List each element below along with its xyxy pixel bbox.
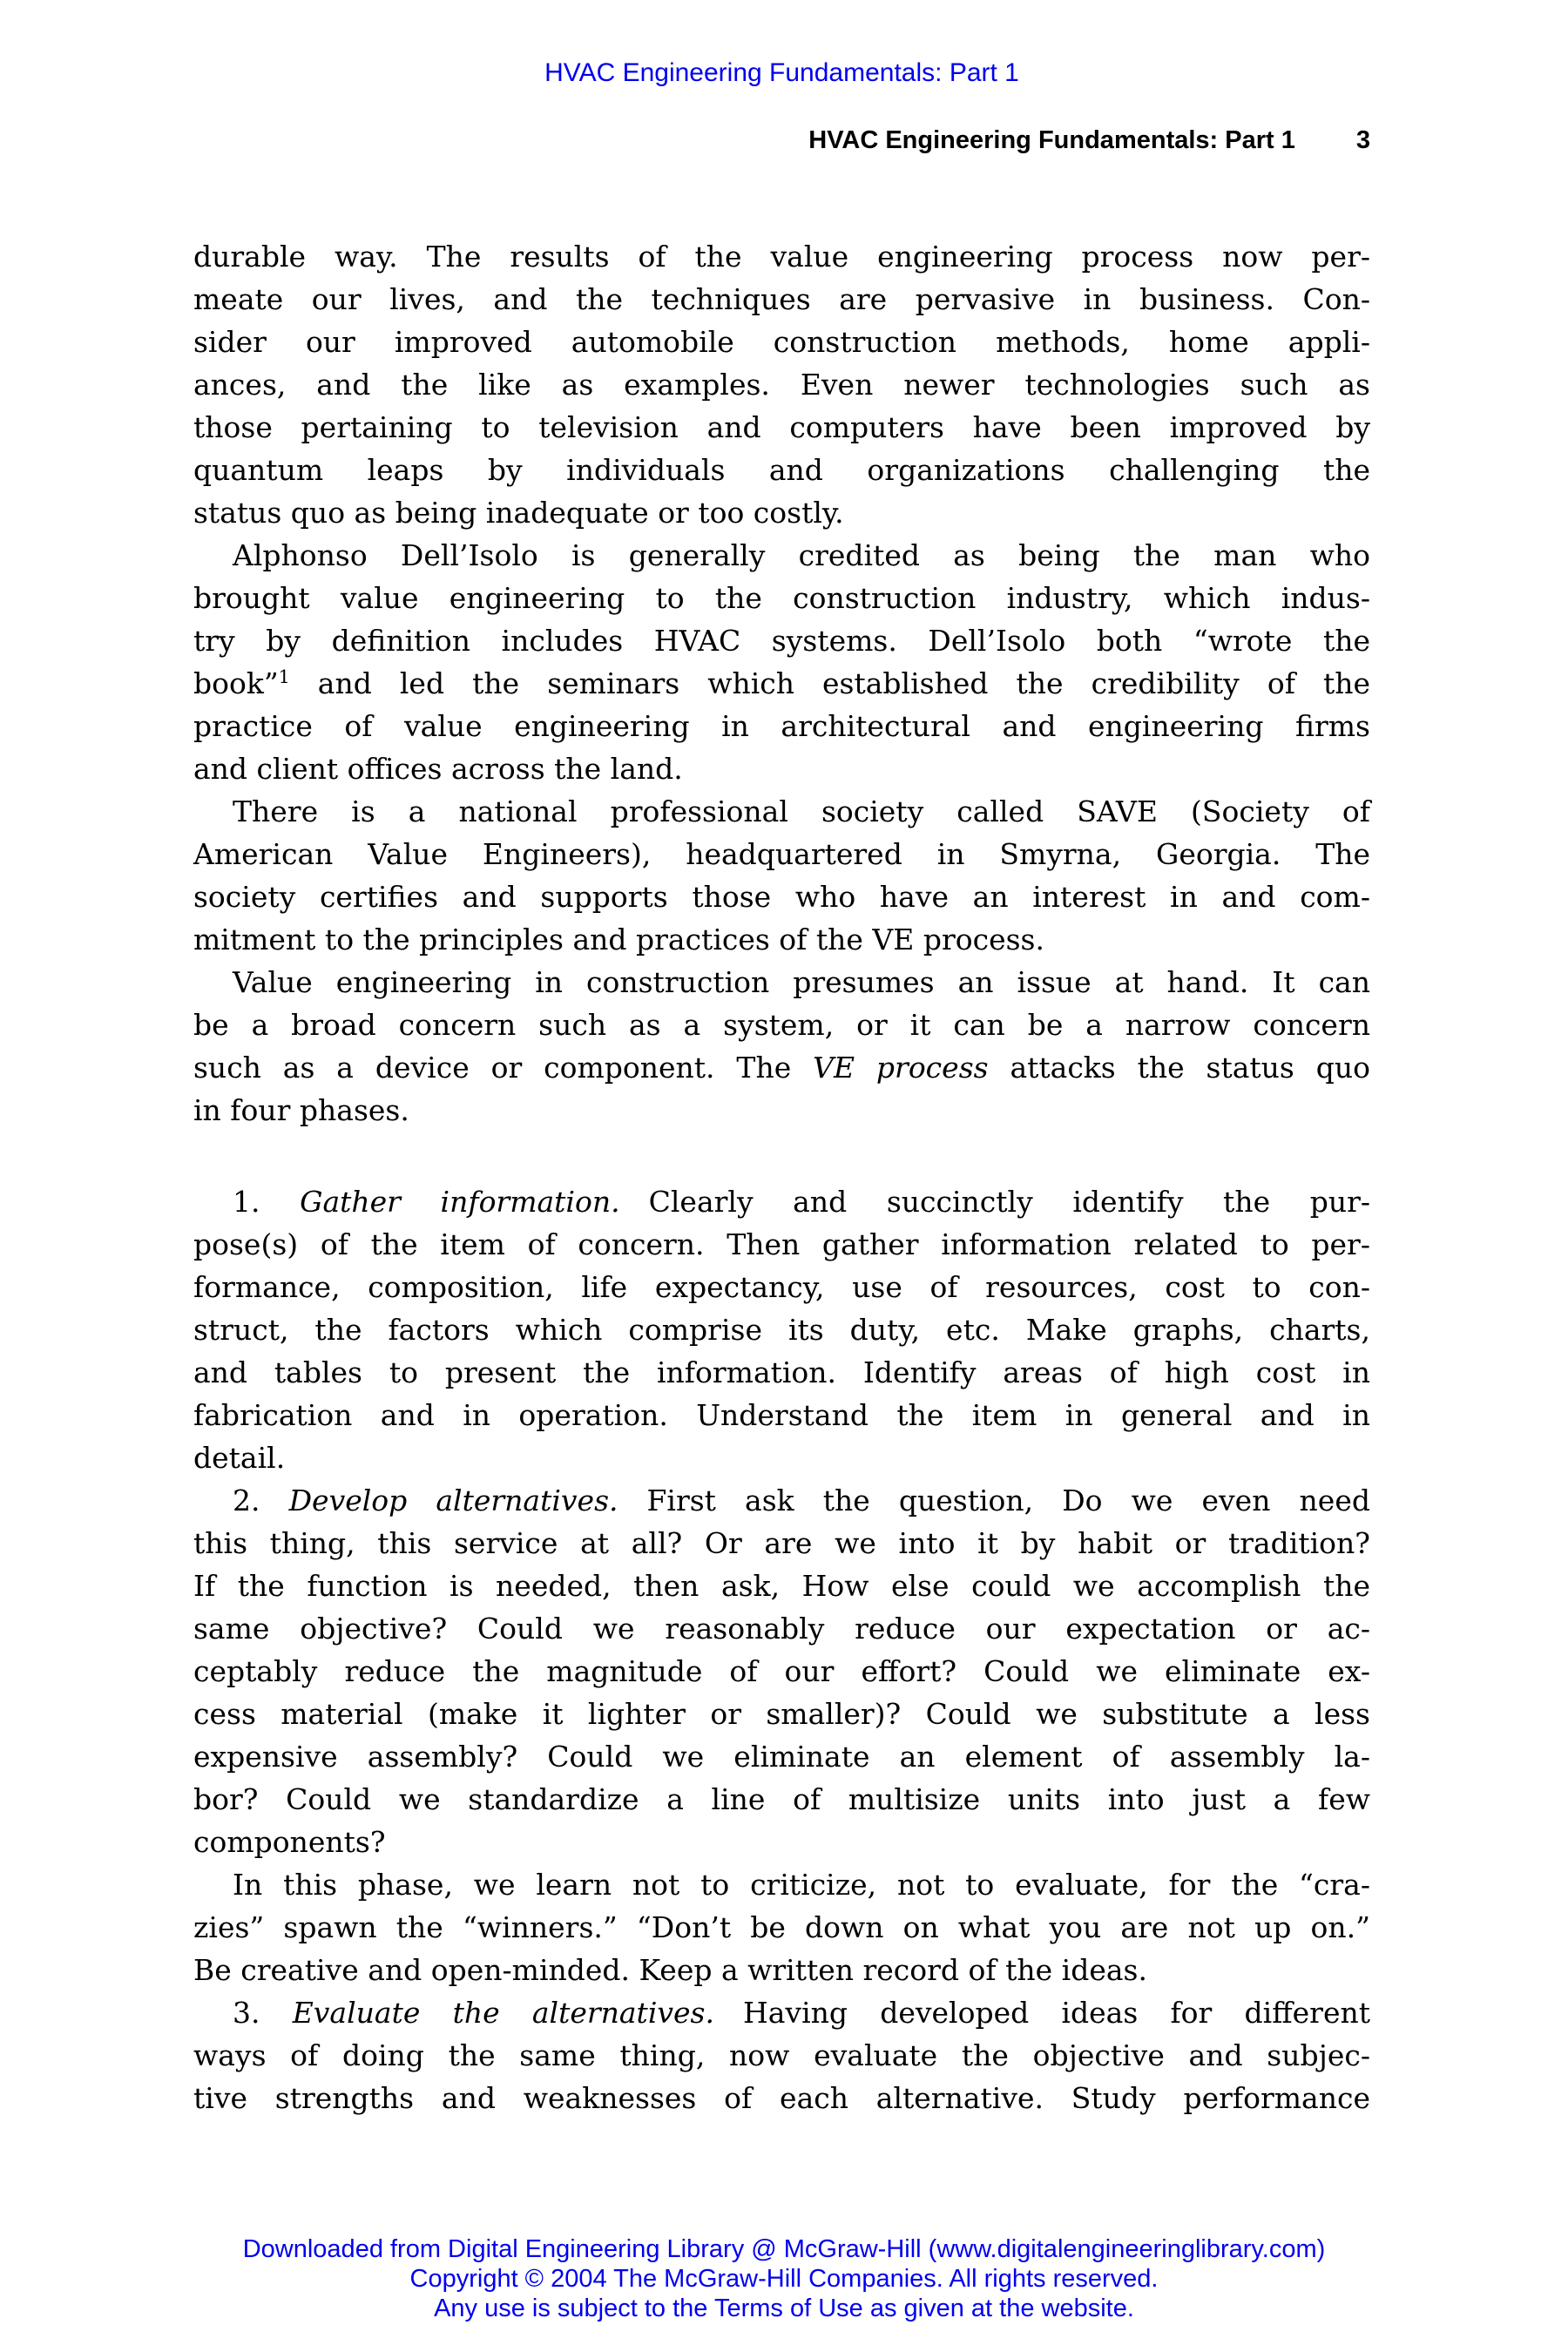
text-segment: quantum leaps by individuals and organizations challenging the (193, 453, 1370, 487)
text-line (193, 577, 1370, 619)
paragraph (193, 1479, 1370, 1863)
text-line (193, 961, 1370, 1004)
text-segment: Clearly and succinctly identify the pur- (619, 1185, 1370, 1219)
paragraph (193, 235, 1370, 534)
text-segment: sider our improved automobile construction methods, home appli- (193, 325, 1370, 359)
text-line (193, 1394, 1370, 1436)
text-line (193, 406, 1370, 449)
text-line (193, 235, 1370, 278)
text-line (193, 1650, 1370, 1693)
text-segment: be a broad concern such as a system, or it can be a narrow concern (193, 1008, 1370, 1042)
text-line (193, 1735, 1370, 1778)
footer (0, 2234, 1568, 2323)
text-line (193, 491, 1370, 534)
footnote-marker: 1 (278, 666, 290, 687)
text-line (193, 619, 1370, 662)
text-line (193, 1308, 1370, 1351)
text-line (193, 278, 1370, 321)
text-segment: American Value Engineers), headquartered in Smyrna, Georgia. The (193, 837, 1370, 871)
text-segment: and client offices across the land. (193, 752, 683, 786)
text-segment: practice of value engineering in architectural and engineering firms (193, 709, 1370, 743)
text-line (193, 321, 1370, 363)
text-segment: pose(s) of the item of concern. Then gather information related to per- (193, 1227, 1370, 1261)
text-segment: and tables to present the information. Identify areas of high cost in (193, 1355, 1370, 1389)
text-line (193, 449, 1370, 491)
text-segment: cess material (make it lighter or smaller)? Could we substitute a less (193, 1697, 1370, 1731)
text-segment: components? (193, 1825, 386, 1859)
paragraph (193, 1991, 1370, 2119)
text-segment: 2. (233, 1484, 289, 1517)
text-segment: status quo as being inadequate or too costly. (193, 496, 844, 530)
text-segment: fabrication and in operation. Understand the item in general and in (193, 1398, 1370, 1432)
text-segment: detail. (193, 1441, 286, 1475)
text-segment: Having developed ideas for different (713, 1996, 1370, 2030)
text-line (193, 1821, 1370, 1863)
text-line (193, 1266, 1370, 1308)
paragraph (193, 1863, 1370, 1991)
text-segment: expensive assembly? Could we eliminate an element of assembly la- (193, 1740, 1370, 1774)
text-line (193, 1223, 1370, 1266)
text-line (193, 1522, 1370, 1565)
paragraph (193, 534, 1370, 790)
footer-line-terms: Any use is subject to the Terms of Use as given at the website. (434, 2295, 1134, 2322)
text-segment: and led the seminars which established the credibility of the (289, 666, 1370, 700)
text-segment: If the function is needed, then ask, How else could we accomplish the (193, 1569, 1370, 1603)
text-segment: in four phases. (193, 1093, 409, 1127)
text-segment: 3. (233, 1996, 293, 2030)
text-line (193, 1565, 1370, 1607)
text-line (193, 833, 1370, 875)
text-line (193, 1778, 1370, 1821)
text-line (193, 705, 1370, 747)
text-segment: brought value engineering to the construction industry, which indus- (193, 581, 1370, 615)
text-line (193, 1351, 1370, 1394)
text-segment: society certifies and supports those who have an interest in and com- (193, 880, 1370, 914)
text-segment: formance, composition, life expectancy, use of resources, cost to con- (193, 1270, 1370, 1304)
text-segment: Alphonso Dell’Isolo is generally credited as being the man who (233, 538, 1370, 572)
text-segment: meate our lives, and the techniques are pervasive in business. Con- (193, 282, 1370, 316)
text-segment: durable way. The results of the value engineering process now per- (193, 240, 1370, 274)
text-segment: ways of doing the same thing, now evaluate the objective and subjec- (193, 2038, 1370, 2072)
text-line (193, 662, 1370, 705)
text-segment: Evaluate the alternatives. (292, 1996, 714, 2030)
text-line (193, 534, 1370, 577)
text-segment: VE process (813, 1051, 989, 1085)
text-line (193, 1991, 1370, 2034)
text-line (193, 2077, 1370, 2119)
text-segment: attacks the status quo (988, 1051, 1370, 1085)
text-segment: ceptably reduce the magnitude of our effort? Could we eliminate ex- (193, 1654, 1370, 1688)
body-text (193, 235, 1370, 2119)
text-line (193, 1906, 1370, 1949)
text-line (193, 2034, 1370, 2077)
text-line (193, 1863, 1370, 1906)
text-segment: Be creative and open-minded. Keep a written record of the ideas. (193, 1953, 1147, 1987)
text-segment: tive strengths and weaknesses of each alternative. Study performance (193, 2081, 1370, 2115)
text-line (193, 747, 1370, 790)
text-segment: ances, and the like as examples. Even newer technologies such as (193, 368, 1370, 402)
text-line (193, 1693, 1370, 1735)
text-line (193, 875, 1370, 918)
text-segment: bor? Could we standardize a line of multisize units into just a few (193, 1782, 1370, 1816)
text-line (193, 1479, 1370, 1522)
text-line (193, 1180, 1370, 1223)
text-segment: Develop alternatives. (288, 1484, 618, 1517)
text-segment: Gather information. (300, 1185, 620, 1219)
text-segment: book” (193, 666, 279, 700)
watermark-title: HVAC Engineering Fundamentals: Part 1 (544, 58, 1019, 87)
text-segment: struct, the factors which comprise its duty, etc. Make graphs, charts, (193, 1313, 1370, 1347)
text-line (193, 363, 1370, 406)
text-line (193, 1046, 1370, 1089)
text-segment: this thing, this service at all? Or are we into it by habit or tradition? (193, 1526, 1370, 1560)
footer-line-copyright: Copyright © 2004 The McGraw-Hill Companies. All rights reserved. (409, 2265, 1159, 2293)
text-line (193, 1436, 1370, 1479)
text-segment: In this phase, we learn not to criticize, not to evaluate, for the “cra- (233, 1868, 1370, 1902)
text-line (193, 1949, 1370, 1991)
text-segment: zies” spawn the “winners.” “Don’t be down on what you are not up on.” (193, 1910, 1370, 1944)
paragraph (193, 1180, 1370, 1479)
text-segment: First ask the question, Do we even need (618, 1484, 1370, 1517)
text-line (193, 1089, 1370, 1132)
text-segment: those pertaining to television and computers have been improved by (193, 410, 1370, 444)
text-line (193, 918, 1370, 961)
running-header-title: HVAC Engineering Fundamentals: Part 1 (808, 126, 1295, 154)
paragraph (193, 790, 1370, 961)
paragraph (193, 961, 1370, 1132)
text-segment: try by definition includes HVAC systems. Dell’Isolo both “wrote the (193, 624, 1370, 658)
text-segment: mitment to the principles and practices of the VE process. (193, 923, 1044, 956)
footer-line-download: Downloaded from Digital Engineering Library @ McGraw-Hill (www.digitalengineeringlibrary.com) (242, 2235, 1326, 2263)
text-segment: There is a national professional society called SAVE (Society of (233, 794, 1370, 828)
text-segment: Value engineering in construction presumes an issue at hand. It can (233, 965, 1370, 999)
running-header (193, 125, 1370, 155)
text-line (193, 1607, 1370, 1650)
text-line (193, 1004, 1370, 1046)
text-line (193, 790, 1370, 833)
text-segment: same objective? Could we reasonably reduce our expectation or ac- (193, 1612, 1370, 1646)
page-number: 3 (1355, 126, 1370, 154)
text-segment: such as a device or component. The (193, 1051, 814, 1085)
text-segment: 1. (233, 1185, 301, 1219)
